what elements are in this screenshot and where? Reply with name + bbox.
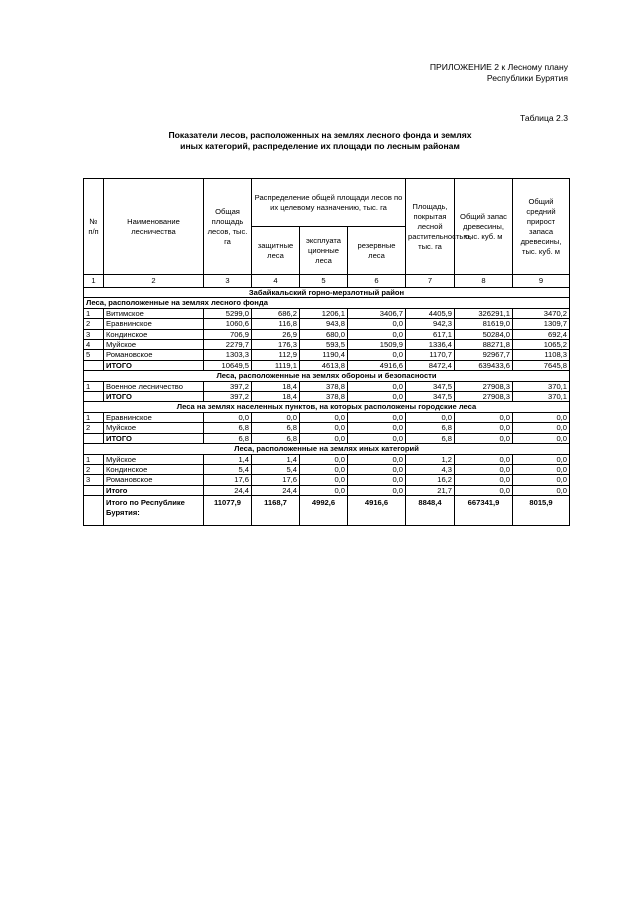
total-value: 397,2	[204, 392, 252, 402]
total-value: 7645,8	[513, 360, 570, 370]
total-row	[84, 433, 570, 443]
total-value: 0,0	[455, 433, 513, 443]
grand-total-value: 8015,9	[513, 496, 570, 526]
value-cell: 0,0	[348, 319, 406, 329]
column-number: 2	[104, 275, 204, 288]
section-header-row	[84, 371, 570, 381]
row-number	[84, 496, 104, 526]
column-number: 6	[348, 275, 406, 288]
value-cell: 0,0	[348, 423, 406, 433]
value-cell: 50284,0	[455, 329, 513, 339]
total-value: 6,8	[406, 433, 455, 443]
value-cell: 1060,6	[204, 319, 252, 329]
column-number: 1	[84, 275, 104, 288]
value-cell: 6,8	[252, 423, 300, 433]
value-cell: 0,0	[300, 475, 348, 485]
total-value: 4916,6	[348, 360, 406, 370]
row-number: 1	[84, 454, 104, 464]
appendix-note	[430, 62, 568, 84]
value-cell: 0,0	[300, 464, 348, 474]
value-cell: 116,8	[252, 319, 300, 329]
forestry-name: Муйское	[104, 340, 204, 350]
value-cell: 0,0	[348, 381, 406, 391]
total-value: 10649,5	[204, 360, 252, 370]
grand-total-value: 1168,7	[252, 496, 300, 526]
row-number: 3	[84, 329, 104, 339]
col-header-total-area: Общая площадь лесов, тыс. га	[204, 179, 252, 275]
total-value: 6,8	[252, 433, 300, 443]
value-cell: 0,0	[513, 423, 570, 433]
forestry-name: Романовское	[104, 475, 204, 485]
value-cell: 0,0	[455, 475, 513, 485]
row-number	[84, 360, 104, 370]
total-label: ИТОГО	[104, 360, 204, 370]
section-header-row	[84, 402, 570, 412]
total-row	[84, 485, 570, 495]
forestry-name: Муйское	[104, 423, 204, 433]
forestry-name: Кондинское	[104, 329, 204, 339]
value-cell: 1,4	[204, 454, 252, 464]
value-cell: 692,4	[513, 329, 570, 339]
forestry-name: Военное лесничество	[104, 381, 204, 391]
appendix-line-1: ПРИЛОЖЕНИЕ 2 к Лесному плану	[429, 62, 568, 72]
region-title: Забайкальский горно-мерзлотный район	[84, 288, 570, 298]
grand-total-value: 8848,4	[406, 496, 455, 526]
forestry-name: Еравнинское	[104, 319, 204, 329]
region-row	[84, 288, 570, 298]
value-cell: 81619,0	[455, 319, 513, 329]
total-value: 347,5	[406, 392, 455, 402]
value-cell: 0,0	[513, 475, 570, 485]
value-cell: 942,3	[406, 319, 455, 329]
value-cell: 0,0	[455, 423, 513, 433]
value-cell: 1206,1	[300, 308, 348, 318]
value-cell: 112,9	[252, 350, 300, 360]
table-row	[84, 340, 570, 350]
page-title	[120, 130, 520, 152]
value-cell: 6,8	[406, 423, 455, 433]
row-number: 1	[84, 381, 104, 391]
total-value: 0,0	[300, 485, 348, 495]
total-row	[84, 360, 570, 370]
table-row	[84, 475, 570, 485]
total-value: 0,0	[348, 433, 406, 443]
value-cell: 0,0	[300, 454, 348, 464]
col-header-name: Наименование лесничества	[104, 179, 204, 275]
grand-total-row	[84, 496, 570, 526]
value-cell: 706,9	[204, 329, 252, 339]
total-value: 27908,3	[455, 392, 513, 402]
total-value: 378,8	[300, 392, 348, 402]
col-header-covered-area: Площадь, покрытая лесной растительностью, тыс. га	[406, 179, 455, 275]
value-cell: 3406,7	[348, 308, 406, 318]
value-cell: 593,5	[300, 340, 348, 350]
value-cell: 1303,3	[204, 350, 252, 360]
total-value: 639433,6	[455, 360, 513, 370]
column-number: 8	[455, 275, 513, 288]
title-line-2: иных категорий, распределение их площади по лесным районам	[180, 141, 460, 151]
total-value: 21,7	[406, 485, 455, 495]
section-title: Леса, расположенные на землях иных категорий	[84, 444, 570, 454]
total-value: 0,0	[513, 485, 570, 495]
value-cell: 0,0	[252, 412, 300, 422]
value-cell: 686,2	[252, 308, 300, 318]
forestry-name: Еравнинское	[104, 412, 204, 422]
value-cell: 0,0	[455, 412, 513, 422]
total-value: 0,0	[348, 392, 406, 402]
value-cell: 1509,9	[348, 340, 406, 350]
grand-total-label: Итого по Республике Бурятия:	[104, 496, 204, 526]
table-row	[84, 412, 570, 422]
value-cell: 0,0	[513, 464, 570, 474]
row-number: 4	[84, 340, 104, 350]
value-cell: 943,8	[300, 319, 348, 329]
col-header-growth: Общий средний прирост запаса древесины, тыс. куб. м	[513, 179, 570, 275]
section-header-row	[84, 298, 570, 308]
value-cell: 176,3	[252, 340, 300, 350]
grand-total-value: 4916,6	[348, 496, 406, 526]
value-cell: 0,0	[204, 412, 252, 422]
value-cell: 26,9	[252, 329, 300, 339]
column-number: 5	[300, 275, 348, 288]
row-number: 2	[84, 319, 104, 329]
table-row	[84, 423, 570, 433]
title-line-1: Показатели лесов, расположенных на землях лесного фонда и землях	[168, 130, 472, 140]
value-cell: 92967,7	[455, 350, 513, 360]
value-cell: 1,4	[252, 454, 300, 464]
value-cell: 378,8	[300, 381, 348, 391]
value-cell: 17,6	[252, 475, 300, 485]
value-cell: 0,0	[348, 464, 406, 474]
total-value: 4613,8	[300, 360, 348, 370]
row-number: 1	[84, 308, 104, 318]
total-value: 0,0	[300, 433, 348, 443]
row-number	[84, 392, 104, 402]
section-header-row	[84, 444, 570, 454]
column-number-row	[84, 275, 570, 288]
table-row	[84, 308, 570, 318]
grand-total-value: 4992,6	[300, 496, 348, 526]
value-cell: 1190,4	[300, 350, 348, 360]
total-value: 1119,1	[252, 360, 300, 370]
value-cell: 0,0	[455, 454, 513, 464]
total-value: 0,0	[455, 485, 513, 495]
col-header-protective: защитные леса	[252, 227, 300, 275]
value-cell: 4405,9	[406, 308, 455, 318]
total-value: 0,0	[348, 485, 406, 495]
value-cell: 0,0	[348, 412, 406, 422]
col-header-exploitation: эксплуата ционные леса	[300, 227, 348, 275]
value-cell: 5,4	[252, 464, 300, 474]
forestry-name: Кондинское	[104, 464, 204, 474]
column-number: 4	[252, 275, 300, 288]
row-number: 2	[84, 464, 104, 474]
total-row	[84, 392, 570, 402]
value-cell: 0,0	[348, 475, 406, 485]
value-cell: 4,3	[406, 464, 455, 474]
value-cell: 5299,0	[204, 308, 252, 318]
value-cell: 17,6	[204, 475, 252, 485]
value-cell: 0,0	[348, 350, 406, 360]
value-cell: 0,0	[300, 412, 348, 422]
column-number: 3	[204, 275, 252, 288]
table-row	[84, 381, 570, 391]
total-label: ИТОГО	[104, 433, 204, 443]
value-cell: 370,1	[513, 381, 570, 391]
table-row	[84, 350, 570, 360]
table-row	[84, 454, 570, 464]
row-number: 3	[84, 475, 104, 485]
value-cell: 0,0	[300, 423, 348, 433]
value-cell: 1065,2	[513, 340, 570, 350]
value-cell: 0,0	[406, 412, 455, 422]
value-cell: 88271,8	[455, 340, 513, 350]
grand-total-value: 667341,9	[455, 496, 513, 526]
total-value: 0,0	[513, 433, 570, 443]
value-cell: 2279,7	[204, 340, 252, 350]
value-cell: 1309,7	[513, 319, 570, 329]
total-value: 8472,4	[406, 360, 455, 370]
value-cell: 18,4	[252, 381, 300, 391]
section-title: Леса на землях населенных пунктов, на которых расположены городские леса	[84, 402, 570, 412]
value-cell: 0,0	[513, 412, 570, 422]
value-cell: 16,2	[406, 475, 455, 485]
col-header-stock: Общий запас древесины, тыс. куб. м	[455, 179, 513, 275]
forest-indicators-table	[83, 178, 570, 526]
value-cell: 27908,3	[455, 381, 513, 391]
table-row	[84, 319, 570, 329]
total-value: 370,1	[513, 392, 570, 402]
section-title: Леса, расположенные на землях лесного фонда	[84, 298, 570, 308]
table-row	[84, 464, 570, 474]
forestry-name: Муйское	[104, 454, 204, 464]
row-number: 2	[84, 423, 104, 433]
row-number	[84, 433, 104, 443]
appendix-line-2: Республики Бурятия	[486, 73, 568, 83]
value-cell: 1336,4	[406, 340, 455, 350]
total-value: 6,8	[204, 433, 252, 443]
value-cell: 3470,2	[513, 308, 570, 318]
total-value: 18,4	[252, 392, 300, 402]
col-header-distribution: Распределение общей площади лесов по их целевому назначению, тыс. га	[252, 179, 406, 227]
total-label: ИТОГО	[104, 392, 204, 402]
forestry-name: Витимское	[104, 308, 204, 318]
value-cell: 0,0	[513, 454, 570, 464]
row-number: 1	[84, 412, 104, 422]
value-cell: 1108,3	[513, 350, 570, 360]
row-number: 5	[84, 350, 104, 360]
value-cell: 1,2	[406, 454, 455, 464]
value-cell: 1170,7	[406, 350, 455, 360]
value-cell: 347,5	[406, 381, 455, 391]
column-number: 7	[406, 275, 455, 288]
column-number: 9	[513, 275, 570, 288]
section-title: Леса, расположенные на землях обороны и безопасности	[84, 371, 570, 381]
value-cell: 5,4	[204, 464, 252, 474]
value-cell: 680,0	[300, 329, 348, 339]
value-cell: 0,0	[348, 329, 406, 339]
total-value: 24,4	[252, 485, 300, 495]
value-cell: 0,0	[348, 454, 406, 464]
forestry-name: Романовское	[104, 350, 204, 360]
value-cell: 326291,1	[455, 308, 513, 318]
total-value: 24,4	[204, 485, 252, 495]
row-number	[84, 485, 104, 495]
col-header-reserve: резервные леса	[348, 227, 406, 275]
grand-total-value: 11077,9	[204, 496, 252, 526]
table-row	[84, 329, 570, 339]
value-cell: 617,1	[406, 329, 455, 339]
value-cell: 0,0	[455, 464, 513, 474]
table-number: Таблица 2.3	[519, 113, 568, 123]
value-cell: 6,8	[204, 423, 252, 433]
total-label: Итого	[104, 485, 204, 495]
value-cell: 397,2	[204, 381, 252, 391]
col-header-no: № п/п	[84, 179, 104, 275]
